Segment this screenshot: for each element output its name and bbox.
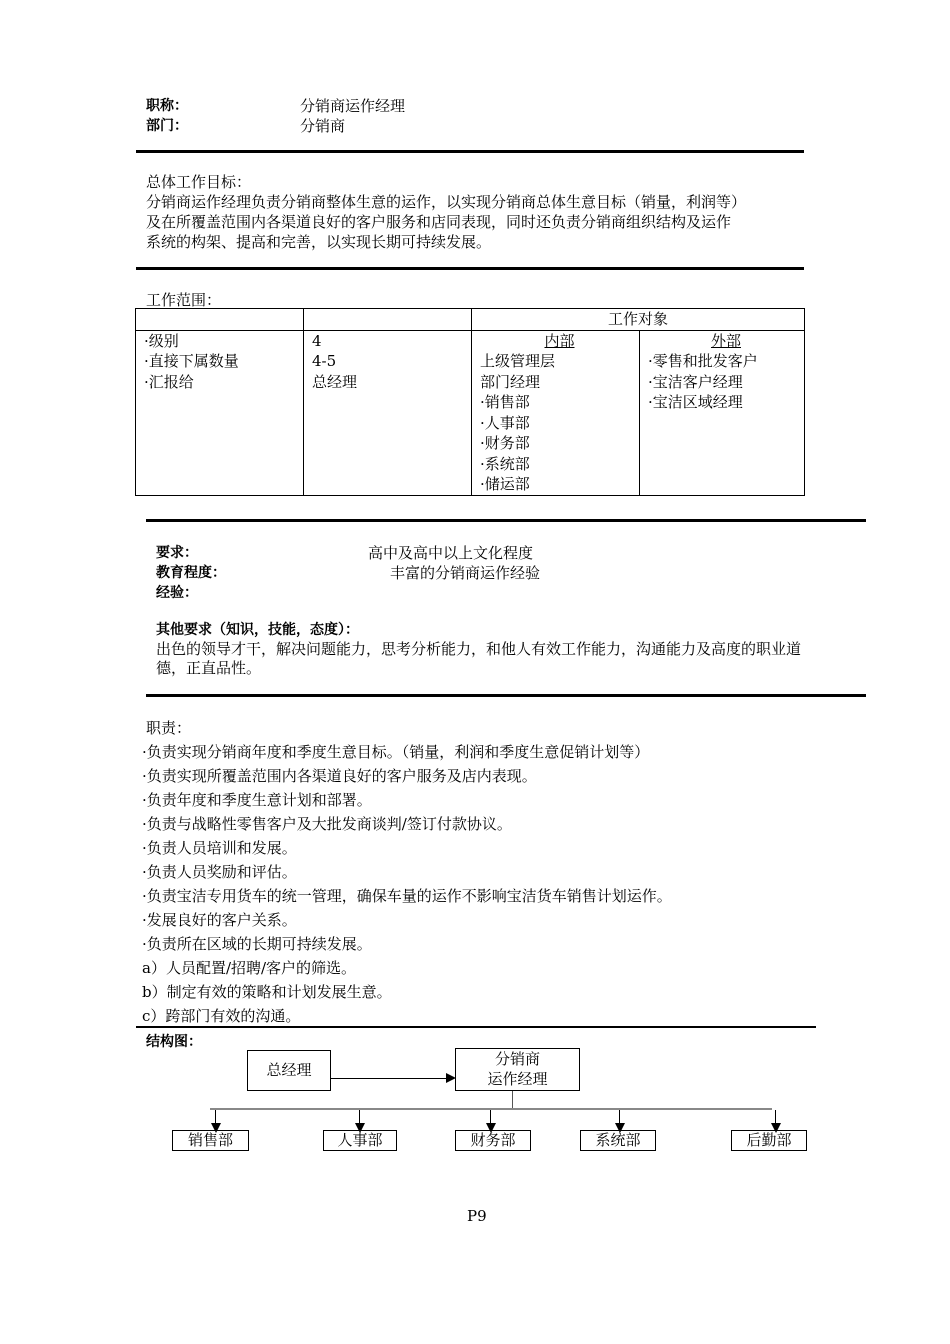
- arrow-down-icon: [355, 1123, 365, 1133]
- org-heading: 结构图：: [146, 1034, 202, 1050]
- duty-item: ·负责所在区域的长期可持续发展。: [142, 935, 372, 953]
- scope-value: 4: [312, 331, 322, 350]
- scope-value: 总经理: [312, 372, 358, 391]
- duty-item: ·负责实现分销商年度和季度生意目标。（销量，利润和季度生意促销计划等）: [142, 743, 650, 761]
- targets-header: 工作对象: [472, 309, 805, 331]
- org-box-line: 运作经理: [487, 1070, 548, 1088]
- scope-heading: 工作范围：: [146, 291, 222, 309]
- other-req-line: 出色的领导才干，解决问题能力，思考分析能力，和他人有效工作能力，沟通能力及高度的职业道: [156, 640, 802, 658]
- req-label: 要求：: [156, 545, 198, 561]
- experience-value: 丰富的分销商运作经验: [390, 564, 541, 582]
- objective-line: 系统的构架、提高和完善，以实现长期可持续发展。: [146, 233, 492, 251]
- duties-heading: 职责：: [146, 719, 192, 737]
- connector-line: [775, 1110, 776, 1124]
- internal-item: ·储运部: [480, 475, 530, 493]
- internal-item: ·系统部: [480, 454, 530, 473]
- duty-item: ·负责实现所覆盖范围内各渠道良好的客户服务及店内表现。: [142, 767, 537, 785]
- divider: [146, 519, 866, 522]
- org-box-line: 分销商: [494, 1050, 540, 1068]
- page-number: P9: [467, 1207, 487, 1225]
- internal-item: ·人事部: [480, 413, 530, 432]
- internal-item: ·财务部: [480, 434, 530, 452]
- external-item: ·零售和批发客户: [648, 352, 758, 370]
- internal-item: ·销售部: [480, 393, 530, 411]
- external-header: 外部: [710, 331, 741, 350]
- duty-item: ·负责年度和季度生意计划和部署。: [142, 791, 372, 809]
- objective-line: 及在所覆盖范围内各渠道良好的客户服务和店同表现，同时还负责分销商组织结构及运作: [146, 213, 732, 231]
- connector-line: [490, 1110, 491, 1124]
- org-box-dept: 后勤部: [731, 1130, 807, 1151]
- duty-item: a）人员配置/招聘/客户的筛选。: [142, 959, 357, 977]
- connector-line: [359, 1110, 360, 1124]
- education-label: 教育程度：: [156, 565, 226, 581]
- external-item: ·宝洁客户经理: [648, 372, 743, 391]
- duty-item: ·负责与战略性零售客户及大批发商谈判/签订付款协议。: [142, 815, 512, 833]
- divider: [146, 694, 866, 697]
- connector-line: [330, 1078, 447, 1079]
- connector-line: [210, 1108, 772, 1110]
- external-item: ·宝洁区域经理: [648, 393, 743, 411]
- org-box-dept: 销售部: [172, 1130, 249, 1151]
- org-box-distributor-manager: [455, 1048, 580, 1091]
- objective-line: 分销商运作经理负责分销商整体生意的运作，以实现分销商总体生意目标（销量，利润等）: [146, 193, 747, 211]
- dept-label: 部门：: [146, 118, 188, 134]
- duty-item: c）跨部门有效的沟通。: [142, 1007, 301, 1025]
- internal-item: 部门经理: [480, 372, 541, 391]
- arrow-down-icon: [486, 1123, 496, 1133]
- title-label: 职称：: [146, 98, 188, 114]
- org-box-dept: 人事部: [323, 1130, 397, 1151]
- internal-header: 内部: [544, 331, 575, 350]
- arrow-down-icon: [211, 1123, 221, 1133]
- duty-item: b）制定有效的策略和计划发展生意。: [142, 983, 392, 1001]
- other-req-heading: 其他要求（知识，技能，态度）：: [156, 622, 359, 638]
- experience-label: 经验：: [156, 585, 198, 601]
- scope-label: ·直接下属数量: [144, 352, 239, 370]
- connector-line: [215, 1110, 216, 1124]
- divider: [136, 150, 804, 153]
- education-value: 高中及高中以上文化程度: [368, 544, 534, 562]
- divider: [136, 1026, 816, 1028]
- scope-label: ·级别: [144, 331, 179, 350]
- duty-item: ·负责人员奖励和评估。: [142, 863, 297, 881]
- arrow-right-icon: [446, 1073, 456, 1083]
- connector-line: [512, 1091, 513, 1109]
- internal-item: 上级管理层: [480, 352, 556, 370]
- org-box-dept: 系统部: [580, 1130, 656, 1151]
- scope-label: ·汇报给: [144, 372, 194, 391]
- duty-item: ·负责人员培训和发展。: [142, 839, 297, 857]
- duty-item: ·发展良好的客户关系。: [142, 911, 297, 929]
- org-box-general-manager: 总经理: [247, 1050, 331, 1091]
- title-value: 分销商运作经理: [300, 97, 406, 115]
- org-box-dept: 财务部: [455, 1130, 531, 1151]
- arrow-down-icon: [615, 1123, 625, 1133]
- connector-line: [619, 1110, 620, 1124]
- arrow-down-icon: [771, 1123, 781, 1133]
- other-req-line: 德，正直品性。: [156, 659, 262, 677]
- dept-value: 分销商: [300, 117, 346, 135]
- objective-heading: 总体工作目标：: [146, 173, 252, 191]
- duty-item: ·负责宝洁专用货车的统一管理，确保车量的运作不影响宝洁货车销售计划运作。: [142, 887, 672, 905]
- scope-value: 4-5: [312, 352, 337, 370]
- scope-table: [135, 308, 805, 496]
- divider: [136, 267, 804, 270]
